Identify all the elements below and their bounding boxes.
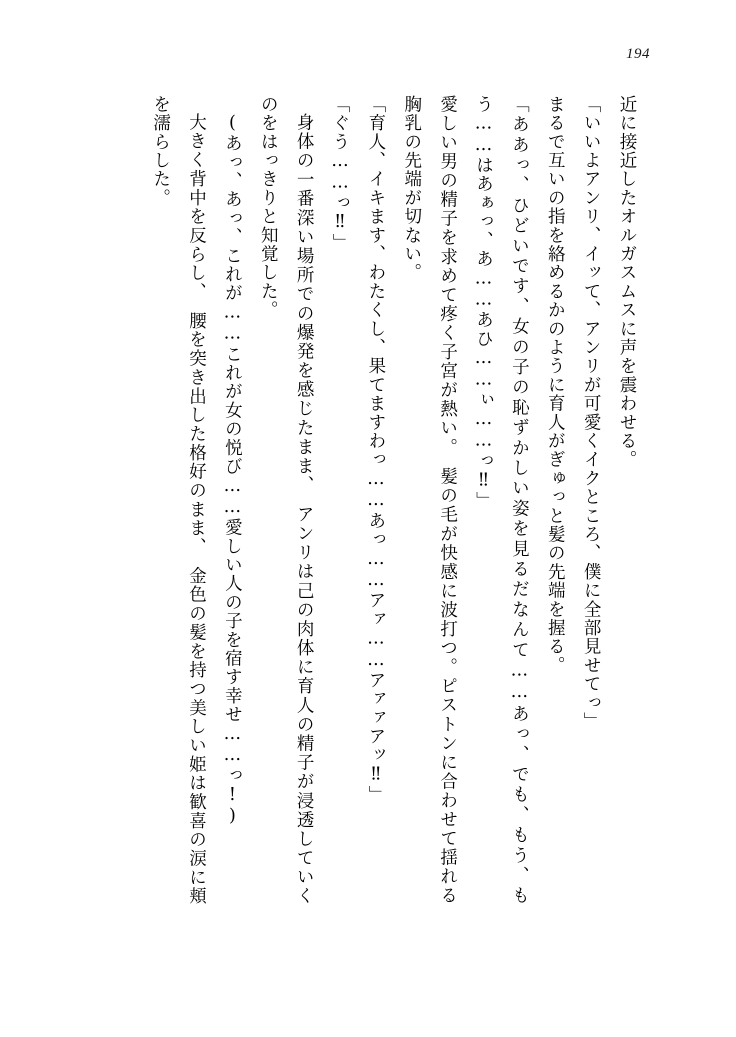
page-number: 194: [626, 46, 650, 62]
paragraph: 近に接近したオルガスムスに声を震わせる。: [617, 95, 637, 469]
paragraph: まるで互いの指を絡めるかのように育人がぎゅっと髪の先端を握る。: [545, 95, 566, 675]
paragraph: 身体の一番深い場所での爆発を感じたまま、 アンリは己の肉体に育人の精子が浸透していくのをはっきりと知覚した。: [258, 95, 315, 905]
body-text-block: [84, 95, 644, 905]
paragraph: 愛しい男の精子を求めて疼く子宮が熱い。 髪の毛が快感に波打つ。ピストンに合わせて揺れる胸乳の先端が切ない。: [401, 95, 458, 905]
paragraph: 「ぐう……っ‼」: [330, 95, 350, 253]
paragraph: 「ああっ、ひどいです、女の子の恥ずかしい姿を見るだなんて……あっ、でも、もう、もう……はあぁっ、あ……あひ……ぃ……っ‼」: [473, 95, 530, 905]
paragraph: 大きく背中を反らし、 腰を突き出した格好のまま、 金色の髪を持つ美しい姫は歓喜の涙に頬を濡らした。: [150, 95, 207, 905]
paragraph: (あっ、あっ、これが……これが女の悦び……愛しい人の子を宿す幸せ……っ!): [222, 112, 243, 827]
paragraph: 「いいよアンリ、イッて、アンリが可愛くイクところ、僕に全部見せてっ」: [581, 95, 602, 731]
paragraph: 「育人、イキます、わたくし、果てますわっ……あっ……アァ……アァァアッ‼」: [365, 95, 386, 805]
